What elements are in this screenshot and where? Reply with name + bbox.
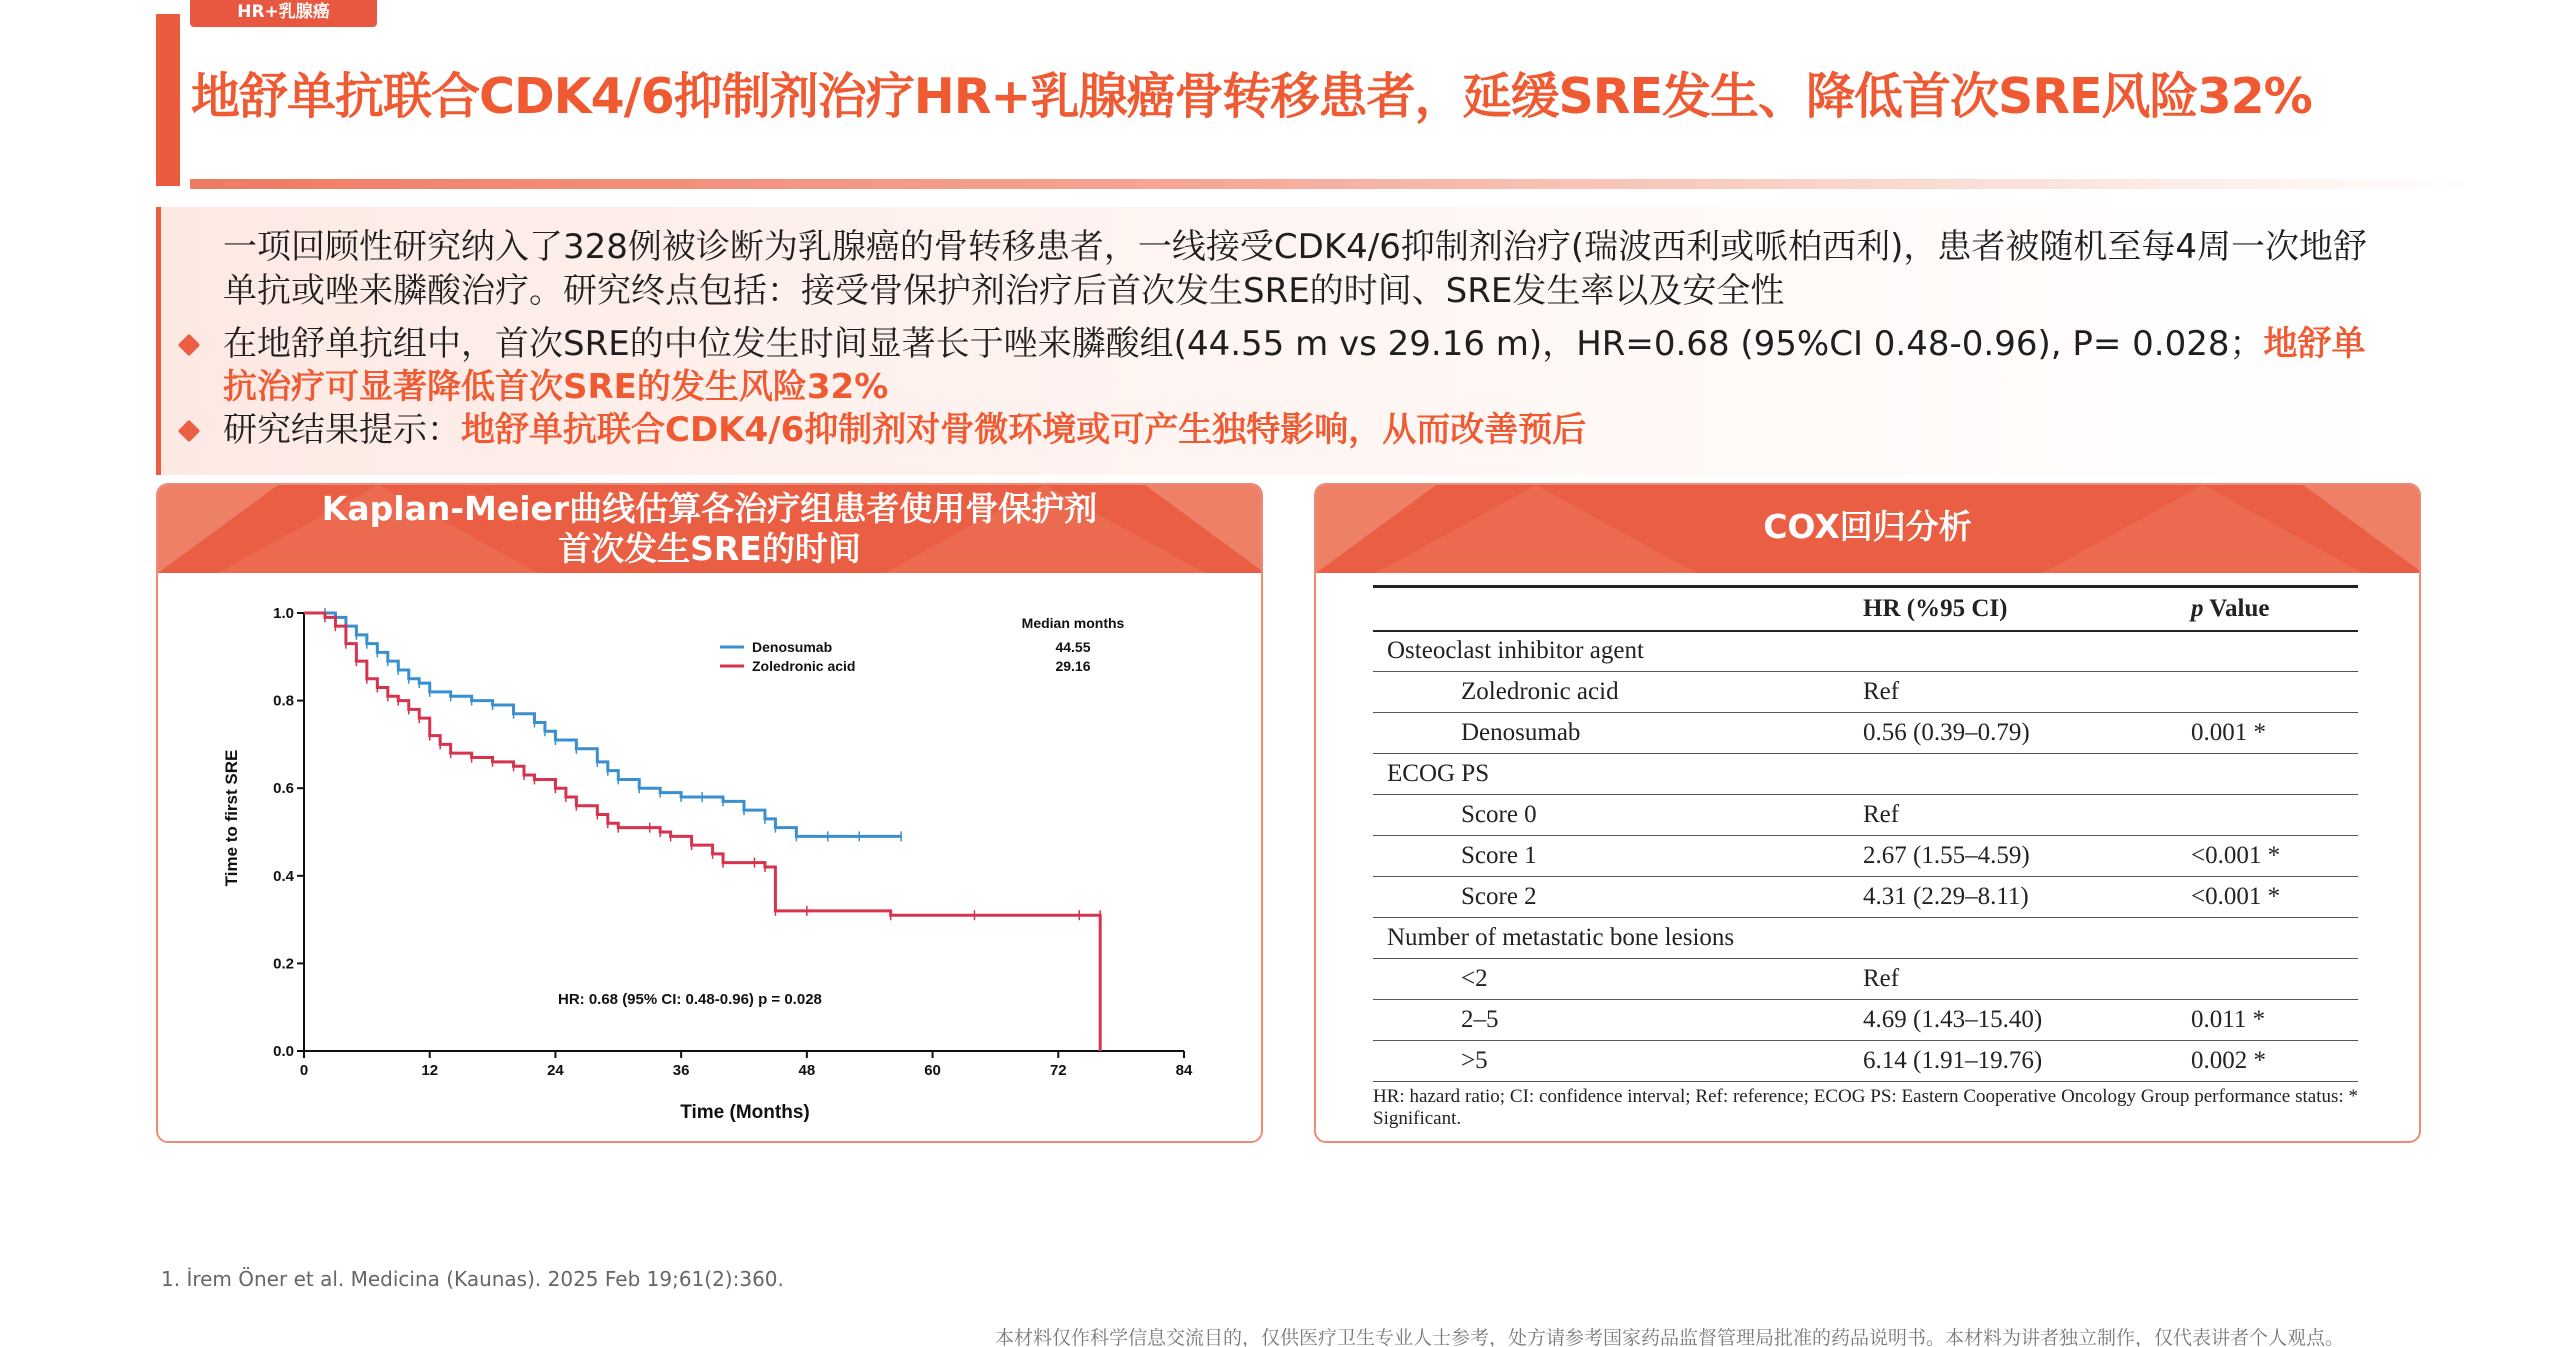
km-chart <box>158 573 1261 1141</box>
zoledronic-acid-survival-curve <box>304 613 1100 1051</box>
p-value-cell: <0.001 * <box>2191 877 2358 918</box>
legend-denosumab <box>720 639 1091 655</box>
finding-bullet-2-body: 研究结果提示： <box>223 410 461 450</box>
x-tick-label: 84 <box>1175 1062 1193 1079</box>
finding-bullet-1-text <box>223 323 2381 409</box>
variable-label-cell: >5 <box>1373 1041 1863 1082</box>
variable-label-cell: Denosumab <box>1373 713 1863 754</box>
p-value-cell <box>2191 672 2358 713</box>
group-label-cell: Osteoclast inhibitor agent <box>1373 631 1863 672</box>
table-row <box>1373 1000 2358 1041</box>
col-header-p <box>2191 587 2358 631</box>
group-label-cell: Number of metastatic bone lesions <box>1373 918 1863 959</box>
p-value-cell: 0.001 * <box>2191 713 2358 754</box>
y-tick-label: 0.4 <box>273 867 294 885</box>
table-row <box>1373 672 2358 713</box>
km-title-line1: Kaplan-Meier曲线估算各治疗组患者使用骨保护剂 <box>321 489 1098 528</box>
x-tick-label: 12 <box>421 1062 439 1079</box>
x-tick-label: 72 <box>1049 1062 1067 1079</box>
p-value-cell <box>2191 795 2358 836</box>
category-tag: HR+乳腺癌 <box>190 0 377 27</box>
y-tick-label: 0.0 <box>273 1043 294 1060</box>
km-panel-title <box>158 485 1261 569</box>
page-title: 地舒单抗联合CDK4/6抑制剂治疗HR+乳腺癌骨转移患者，延缓SRE发生、降低首次SRE风险32% <box>191 68 2312 125</box>
p-value-cell <box>2191 918 2358 959</box>
y-tick-label: 1.0 <box>273 605 294 622</box>
table-row <box>1373 918 2358 959</box>
y-tick-label: 0.8 <box>273 692 294 710</box>
cox-panel-header <box>1316 485 2419 573</box>
diamond-bullet-icon <box>178 334 201 357</box>
cox-regression-table <box>1373 585 2358 1082</box>
finding-bullet-2-text <box>223 409 2381 452</box>
table-row <box>1373 1041 2358 1082</box>
x-tick-label: 60 <box>924 1062 941 1079</box>
x-tick-label: 48 <box>798 1062 816 1079</box>
table-row <box>1373 836 2358 877</box>
variable-label-cell: Score 2 <box>1373 877 1863 918</box>
hr-annotation: HR: 0.68 (95% CI: 0.48-0.96) p = 0.028 <box>558 991 822 1008</box>
cox-header-row <box>1373 587 2358 631</box>
variable-label-cell: 2–5 <box>1373 1000 1863 1041</box>
x-axis-label: Time (Months) <box>680 1102 810 1123</box>
cox-table-wrap <box>1373 585 2358 1130</box>
hr-cell: 2.67 (1.55–4.59) <box>1863 836 2191 877</box>
finding-bullet-2 <box>181 409 2381 452</box>
table-row <box>1373 795 2358 836</box>
p-value-cell: 0.011 * <box>2191 1000 2358 1041</box>
table-row <box>1373 631 2358 672</box>
cox-panel-title: COX回归分析 <box>1763 507 1972 546</box>
y-tick-label: 0.2 <box>273 955 294 973</box>
table-row <box>1373 754 2358 795</box>
hr-cell: 4.31 (2.29–8.11) <box>1863 877 2191 918</box>
legend-denosumab-label: Denosumab <box>752 639 833 655</box>
table-footnote: HR: hazard ratio; CI: confidence interval; Ref: reference; ECOG PS: Eastern Cooperative Oncology Group performance status: * Significant. <box>1373 1086 2358 1129</box>
legend-denosumab-median: 44.55 <box>1055 639 1091 655</box>
col-header-p-rest: Value <box>2203 594 2270 622</box>
p-value-cell: <0.001 * <box>2191 836 2358 877</box>
p-value-cell <box>2191 959 2358 1000</box>
disclaimer: 本材料仅作科学信息交流目的，仅供医疗卫生专业人士参考，处方请参考国家药品监督管理局批准的药品说明书。本材料为讲者独立制作，仅代表讲者个人观点。 <box>995 1327 2345 1347</box>
legend-zoledronic-label: Zoledronic acid <box>752 658 856 674</box>
km-panel <box>156 483 1263 1143</box>
hr-cell: 0.56 (0.39–0.79) <box>1863 713 2191 754</box>
km-title-line2: 首次发生SRE的时间 <box>558 529 861 568</box>
legend-header: Median months <box>1021 615 1125 631</box>
x-tick-label: 24 <box>547 1062 564 1079</box>
study-summary <box>156 207 2406 475</box>
group-label-cell: ECOG PS <box>1373 754 1863 795</box>
hr-cell: Ref <box>1863 795 2191 836</box>
finding-bullet-2-highlight: 地舒单抗联合CDK4/6抑制剂对骨微环境或可产生独特影响，从而改善预后 <box>461 410 1587 450</box>
col-header-hr: HR (%95 CI) <box>1863 587 2191 631</box>
p-value-cell <box>2191 754 2358 795</box>
legend-zoledronic <box>720 658 1091 674</box>
col-header-variable <box>1373 587 1863 631</box>
finding-bullet-1 <box>181 323 2381 409</box>
p-value-cell <box>2191 631 2358 672</box>
title-accent-bar <box>156 14 180 186</box>
variable-label-cell: Score 0 <box>1373 795 1863 836</box>
cox-panel <box>1314 483 2421 1143</box>
col-header-p-italic: p <box>2191 594 2204 622</box>
hr-cell <box>1863 754 2191 795</box>
title-underline <box>190 179 2470 189</box>
reference-citation: 1. İrem Öner et al. Medicina (Kaunas). 2025 Feb 19;61(2):360. <box>161 1267 784 1291</box>
hr-cell <box>1863 631 2191 672</box>
km-panel-header <box>158 485 1261 573</box>
legend-zoledronic-median: 29.16 <box>1055 658 1091 674</box>
x-tick-label: 36 <box>672 1062 690 1079</box>
hr-cell: 6.14 (1.91–19.76) <box>1863 1041 2191 1082</box>
hr-cell <box>1863 918 2191 959</box>
hr-cell: Ref <box>1863 672 2191 713</box>
y-tick-label: 0.6 <box>273 780 294 798</box>
y-axis-label: Time to first SRE <box>222 749 241 887</box>
p-value-cell: 0.002 * <box>2191 1041 2358 1082</box>
diamond-bullet-icon <box>178 420 201 443</box>
hr-cell: 4.69 (1.43–15.40) <box>1863 1000 2191 1041</box>
table-row <box>1373 959 2358 1000</box>
variable-label-cell: Zoledronic acid <box>1373 672 1863 713</box>
summary-paragraph: 一项回顾性研究纳入了328例被诊断为乳腺癌的骨转移患者，一线接受CDK4/6抑制剂治疗(瑞波西利或哌柏西利)，患者被随机至每4周一次地舒单抗或唑来膦酸治疗。研究终点包括：接受骨保护剂治疗后首次发生SRE的时间、SRE发生率以及安全性 <box>223 227 2367 311</box>
hr-cell: Ref <box>1863 959 2191 1000</box>
table-row <box>1373 877 2358 918</box>
variable-label-cell: <2 <box>1373 959 1863 1000</box>
finding-bullet-1-body: 在地舒单抗组中，首次SRE的中位发生时间显著长于唑来膦酸组(44.55 m vs 29.16 m)，HR=0.68 (95%CI 0.48-0.96), P= 0.028； <box>223 324 2264 364</box>
variable-label-cell: Score 1 <box>1373 836 1863 877</box>
finding-bullet-1-highlight: 地舒单抗治疗可显著降低首次SRE的发生风险32% <box>223 324 2366 407</box>
table-row <box>1373 713 2358 754</box>
x-tick-label: 0 <box>299 1062 309 1079</box>
